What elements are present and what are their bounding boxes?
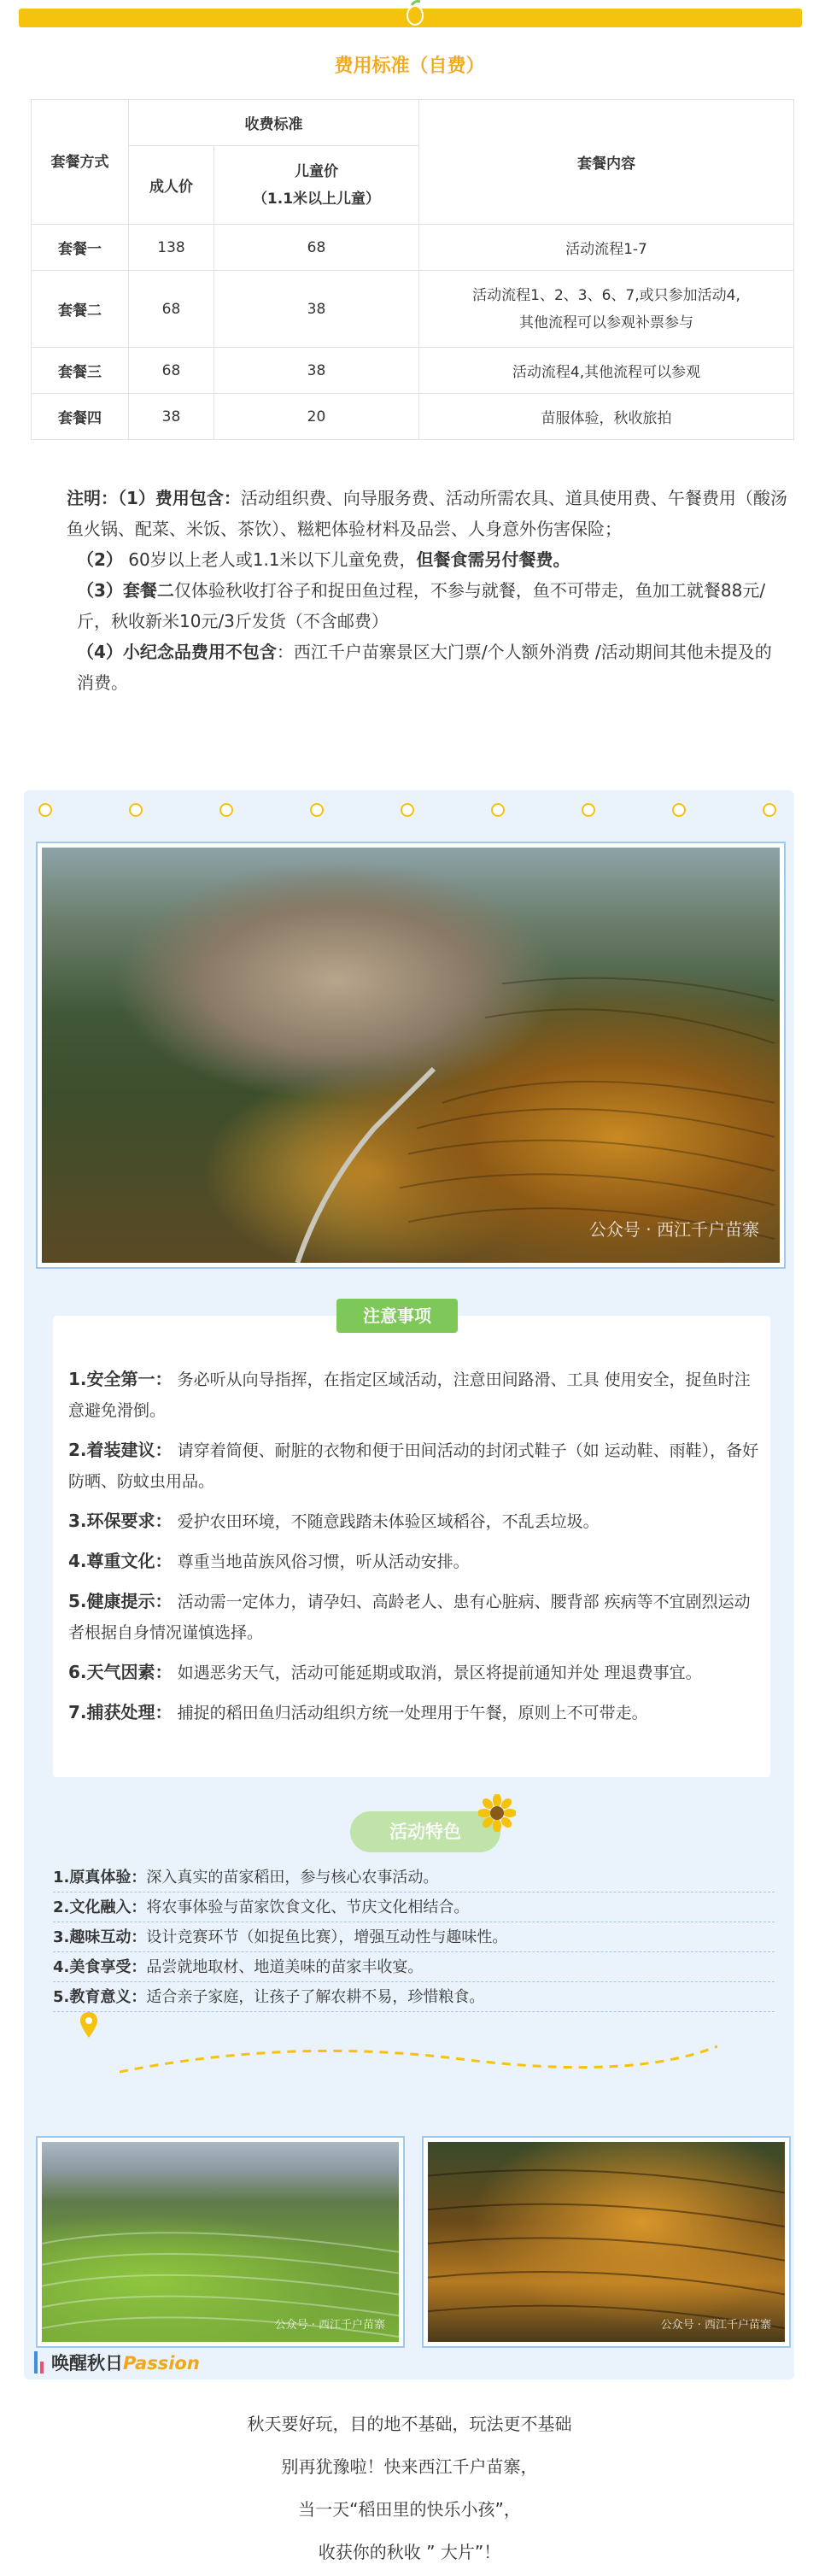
dot-icon: [763, 803, 776, 817]
dot-icon: [582, 803, 595, 817]
leaf-icon: [403, 0, 427, 26]
top-banner: [0, 0, 819, 34]
caption-bar: [34, 2351, 38, 2374]
child-price: 20: [214, 394, 419, 440]
note-1: 注明：（1）费用包含：活动组织费、向导服务费、活动所需农具、道具使用费、午餐费用（酸汤鱼火锅、配菜、米饭、茶饮）、糍粑体验材料及品尝、人身意外伤害保险；: [67, 488, 787, 539]
location-pin-icon: [80, 2012, 97, 2038]
dashed-swoosh: [120, 2038, 717, 2080]
fee-notes: [32, 483, 788, 698]
notice-item: 5.健康提示： 活动需一定体力，请孕妇、高龄老人、患有心脏病、腰背部 疾病等不宜剧烈运动者根据自身情况谨慎选择。: [68, 1591, 751, 1642]
package-content: 活动流程1、2、3、6、7,或只参加活动4, 其他流程可以参观补票参与: [419, 271, 794, 348]
green-terraces-photo: [42, 2142, 399, 2342]
notice-list: [68, 1364, 760, 1737]
table-head-fee: 收费标准: [129, 100, 419, 146]
photo-watermark: 公众号 · 西江千户苗寨: [274, 2319, 385, 2332]
decorative-dots: [38, 803, 790, 824]
note-4: （4）小纪念品费用不包含：西江千户苗寨景区大门票/个人额外消费 /活动期间其他未提及的消费。: [77, 642, 772, 693]
dot-icon: [401, 803, 414, 817]
adult-price: 68: [129, 348, 214, 394]
table-head-child: 儿童价 （1.1米以上儿童）: [214, 146, 419, 225]
notice-item: 4.尊重文化： 尊重当地苗族风俗习惯，听从活动安排。: [68, 1551, 470, 1571]
sunflower-icon: [478, 1794, 516, 1832]
child-price: 38: [214, 271, 419, 348]
terrace-lines: [42, 2142, 399, 2342]
left-photo-frame: [36, 2136, 405, 2348]
feature-item: 3.趣味互动：设计竞赛环节（如捉鱼比赛），增强互动性与趣味性。: [53, 1922, 775, 1952]
right-photo-frame: [422, 2136, 791, 2348]
dot-icon: [129, 803, 143, 817]
adult-price: 138: [129, 225, 214, 271]
table-head-adult: 成人价: [129, 146, 214, 225]
photo-watermark: 公众号 · 西江千户苗寨: [660, 2319, 771, 2332]
notice-item: 6.天气因素： 如遇恶劣天气，活动可能延期或取消，景区将提前通知并处 理退费事宜。: [68, 1662, 702, 1682]
package-name: 套餐四: [32, 394, 129, 440]
dot-icon: [219, 803, 233, 817]
dot-icon: [38, 803, 52, 817]
terrace-lines: [42, 848, 780, 1263]
adult-price: 68: [129, 271, 214, 348]
package-content: 活动流程4,其他流程可以参观: [419, 348, 794, 394]
feature-item: 2.文化融入：将农事体验与苗家饮食文化、节庆文化相结合。: [53, 1892, 775, 1922]
feature-item: 5.教育意义：适合亲子家庭，让孩子了解农耕不易，珍惜粮食。: [53, 1982, 775, 2012]
terrace-lines: [428, 2142, 785, 2342]
notice-title: 注意事项: [336, 1299, 458, 1333]
table-head-package: 套餐方式: [32, 100, 129, 225]
notice-item: 3.环保要求： 爱护农田环境，不随意践踏未体验区域稻谷，不乱丢垃圾。: [68, 1511, 600, 1531]
features-list: [53, 1863, 775, 2012]
features-title: 活动特色: [350, 1811, 500, 1852]
closing-line: 收获你的秋收 ” 大片”！: [318, 2542, 501, 2562]
feature-item: 1.原真体验：深入真实的苗家稻田，参与核心农事活动。: [53, 1863, 775, 1892]
main-photo-frame: [36, 842, 786, 1269]
package-content: 活动流程1-7: [419, 225, 794, 271]
adult-price: 38: [129, 394, 214, 440]
notice-item: 1.安全第一： 务必听从向导指挥，在指定区域活动，注意田间路滑、工具 使用安全，捉鱼时注意避免滑倒。: [68, 1369, 751, 1420]
closing-line: 当一天“稻田里的快乐小孩”，: [298, 2499, 521, 2520]
aerial-village-photo: [42, 848, 780, 1263]
note-2: （2） 60岁以上老人或1.1米以下儿童免费，但餐食需另付餐费。: [77, 549, 570, 570]
package-name: 套餐三: [32, 348, 129, 394]
caption-bar: [40, 2362, 44, 2374]
child-price: 68: [214, 225, 419, 271]
closing-line: 秋天要好玩，目的地不基础，玩法更不基础: [247, 2414, 572, 2434]
notice-item: 2.着装建议： 请穿着简便、耐脏的衣物和便于田间活动的封闭式鞋子（如 运动鞋、雨鞋），备好防晒、防蚊虫用品。: [68, 1440, 759, 1491]
golden-terraces-photo: [428, 2142, 785, 2342]
notice-item: 7.捕获处理： 捕捉的稻田鱼归活动组织方统一处理用于午餐，原则上不可带走。: [68, 1702, 648, 1722]
package-name: 套餐一: [32, 225, 129, 271]
photo-watermark: 公众号 · 西江千户苗寨: [588, 1219, 759, 1240]
dot-icon: [491, 803, 505, 817]
photo-caption: 唤醒秋日Passion: [51, 2353, 200, 2374]
package-name: 套餐二: [32, 271, 129, 348]
feature-item: 4.美食享受：品尝就地取材、地道美味的苗家丰收宴。: [53, 1952, 775, 1982]
closing-text: [0, 2403, 819, 2573]
child-price: 38: [214, 348, 419, 394]
section-title: 费用标准（自费）: [334, 56, 485, 77]
package-content: 苗服体验，秋收旅拍: [419, 394, 794, 440]
table-head-content: 套餐内容: [419, 100, 794, 225]
dot-icon: [672, 803, 686, 817]
price-table: [31, 99, 794, 440]
note-3: （3）套餐二仅体验秋收打谷子和捉田鱼过程，不参与就餐，鱼不可带走，鱼加工就餐88元/斤，秋收新米10元/3斤发货（不含邮费）: [77, 580, 766, 631]
dot-icon: [310, 803, 324, 817]
closing-line: 别再犹豫啦！快来西江千户苗寨，: [281, 2456, 538, 2477]
